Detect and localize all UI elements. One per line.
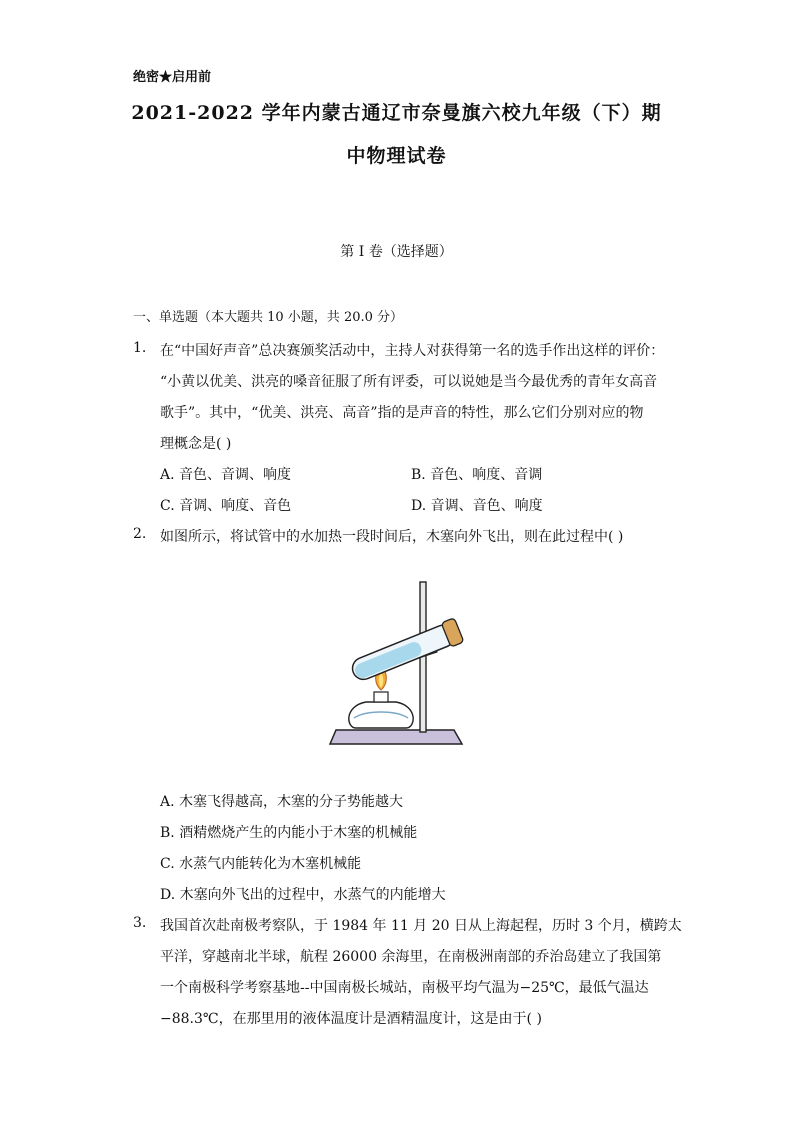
question-1-option-a[interactable]: A. 音色、音调、响度	[160, 467, 292, 483]
question-1-option-d[interactable]: D. 音调、音色、响度	[411, 498, 543, 514]
question-1-number: 1.	[133, 340, 147, 356]
question-1-option-b[interactable]: B. 音色、响度、音调	[411, 467, 543, 483]
section-heading: 一、单选题（本大题共 10 小题，共 20.0 分）	[133, 310, 404, 325]
question-2-option-b[interactable]: B. 酒精燃烧产生的内能小于木塞的机械能	[160, 825, 418, 841]
test-tube-heating-figure	[326, 578, 468, 750]
question-2-option-a[interactable]: A. 木塞飞得越高，木塞的分子势能越大	[160, 794, 404, 810]
question-1-line-3: 歌手”。其中，“优美、洪亮、高音”指的是声音的特性，那么它们分别对应的物	[160, 405, 644, 421]
question-2-line-1: 如图所示，将试管中的水加热一段时间后，木塞向外飞出，则在此过程中( )	[160, 529, 624, 545]
question-3-line-1: 我国首次赴南极考察队，于 1984 年 11 月 20 日从上海起程，历时 3 个月，横跨太	[160, 918, 682, 934]
exam-title-line-1: 2021-2022 学年内蒙古通辽市奈曼旗六校九年级（下）期	[131, 102, 662, 124]
secret-mark: 绝密★启用前	[133, 70, 212, 85]
question-1-line-1: 在“中国好声音”总决赛颁奖活动中，主持人对获得第一名的选手作出这样的评价：	[160, 343, 665, 359]
question-1-option-c[interactable]: C. 音调、响度、音色	[160, 498, 292, 514]
question-2-option-c[interactable]: C. 水蒸气内能转化为木塞机械能	[160, 856, 362, 872]
question-3-line-2: 平洋，穿越南北半球，航程 26000 余海里，在南极洲南部的乔治岛建立了我国第	[160, 949, 662, 965]
stand-base	[330, 730, 462, 744]
question-3-line-3: 一个南极科学考察基地--中国南极长城站，南极平均气温为−25℃，最低气温达	[160, 980, 649, 996]
question-1-line-4: 理概念是( )	[160, 436, 232, 452]
question-3-line-4: −88.3℃，在那里用的液体温度计是酒精温度计，这是由于( )	[160, 1011, 542, 1027]
question-2-number: 2.	[133, 526, 147, 542]
question-3-number: 3.	[133, 915, 147, 931]
lamp-neck	[374, 692, 388, 702]
question-2-option-d[interactable]: D. 木塞向外飞出的过程中，水蒸气的内能增大	[160, 887, 446, 903]
part-label: 第 I 卷（选择题）	[340, 244, 453, 260]
question-1-line-2: “小黄以优美、洪亮的嗓音征服了所有评委，可以说她是当今最优秀的青年女高音	[160, 374, 658, 390]
exam-title-line-2: 中物理试卷	[346, 145, 447, 167]
